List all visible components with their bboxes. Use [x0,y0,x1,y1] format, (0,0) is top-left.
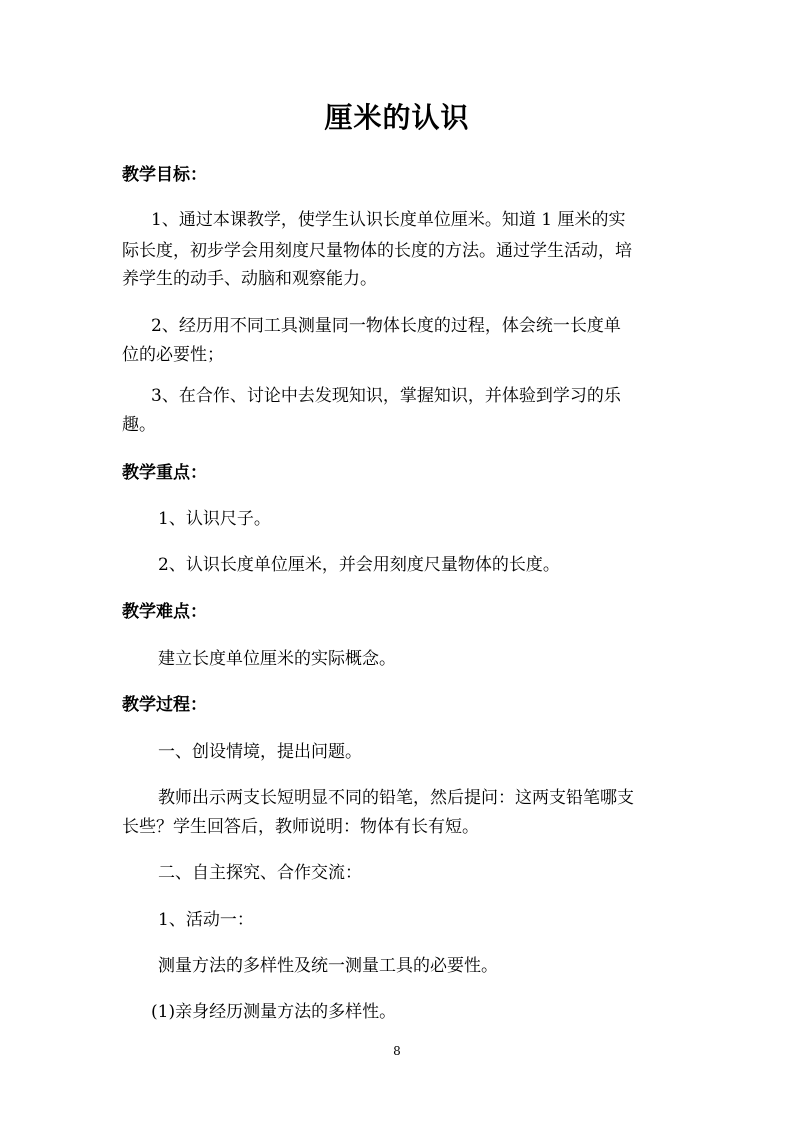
paragraph-line: 2、认识长度单位厘米，并会用刻度尺量物体的长度。 [158,555,560,575]
paragraph-line: 趣。 [122,415,156,435]
paragraph-line: 长些？学生回答后，教师说明：物体有长有短。 [122,817,479,837]
paragraph-line: 建立长度单位厘米的实际概念。 [158,649,396,669]
paragraph-line: 测量方法的多样性及统一测量工具的必要性。 [158,956,498,976]
paragraph-line: 养学生的动手、动脑和观察能力。 [122,269,377,289]
heading-difficulties: 教学难点： [122,602,207,622]
paragraph-line: 1、通过本课教学，使学生认识长度单位厘米。知道 1 厘米的实 [151,210,626,230]
paragraph-line: 3、在合作、讨论中去发现知识，掌握知识，并体验到学习的乐 [151,386,621,406]
heading-teaching-process: 教学过程： [122,695,207,715]
paragraph-line: 1、认识尺子。 [158,509,271,529]
paragraph-line: 教师出示两支长短明显不同的铅笔，然后提问：这两支铅笔哪支 [158,788,634,808]
paragraph-line: 1、活动一： [158,910,254,930]
heading-key-points: 教学重点： [122,463,207,483]
paragraph-line: 位的必要性； [122,345,224,365]
paragraph-line: 一、创设情境，提出问题。 [158,742,362,762]
paragraph-line: 际长度，初步学会用刻度尺量物体的长度的方法。通过学生活动，培 [122,241,632,261]
page-number: 8 [393,1044,401,1058]
paragraph-line: 2、经历用不同工具测量同一物体长度的过程，体会统一长度单 [151,316,621,336]
heading-teaching-goals: 教学目标： [122,165,207,185]
paragraph-line: 二、自主探究、合作交流： [158,863,362,883]
paragraph-line: (1)亲身经历测量方法的多样性。 [151,1002,397,1022]
document-title: 厘米的认识 [324,101,470,134]
